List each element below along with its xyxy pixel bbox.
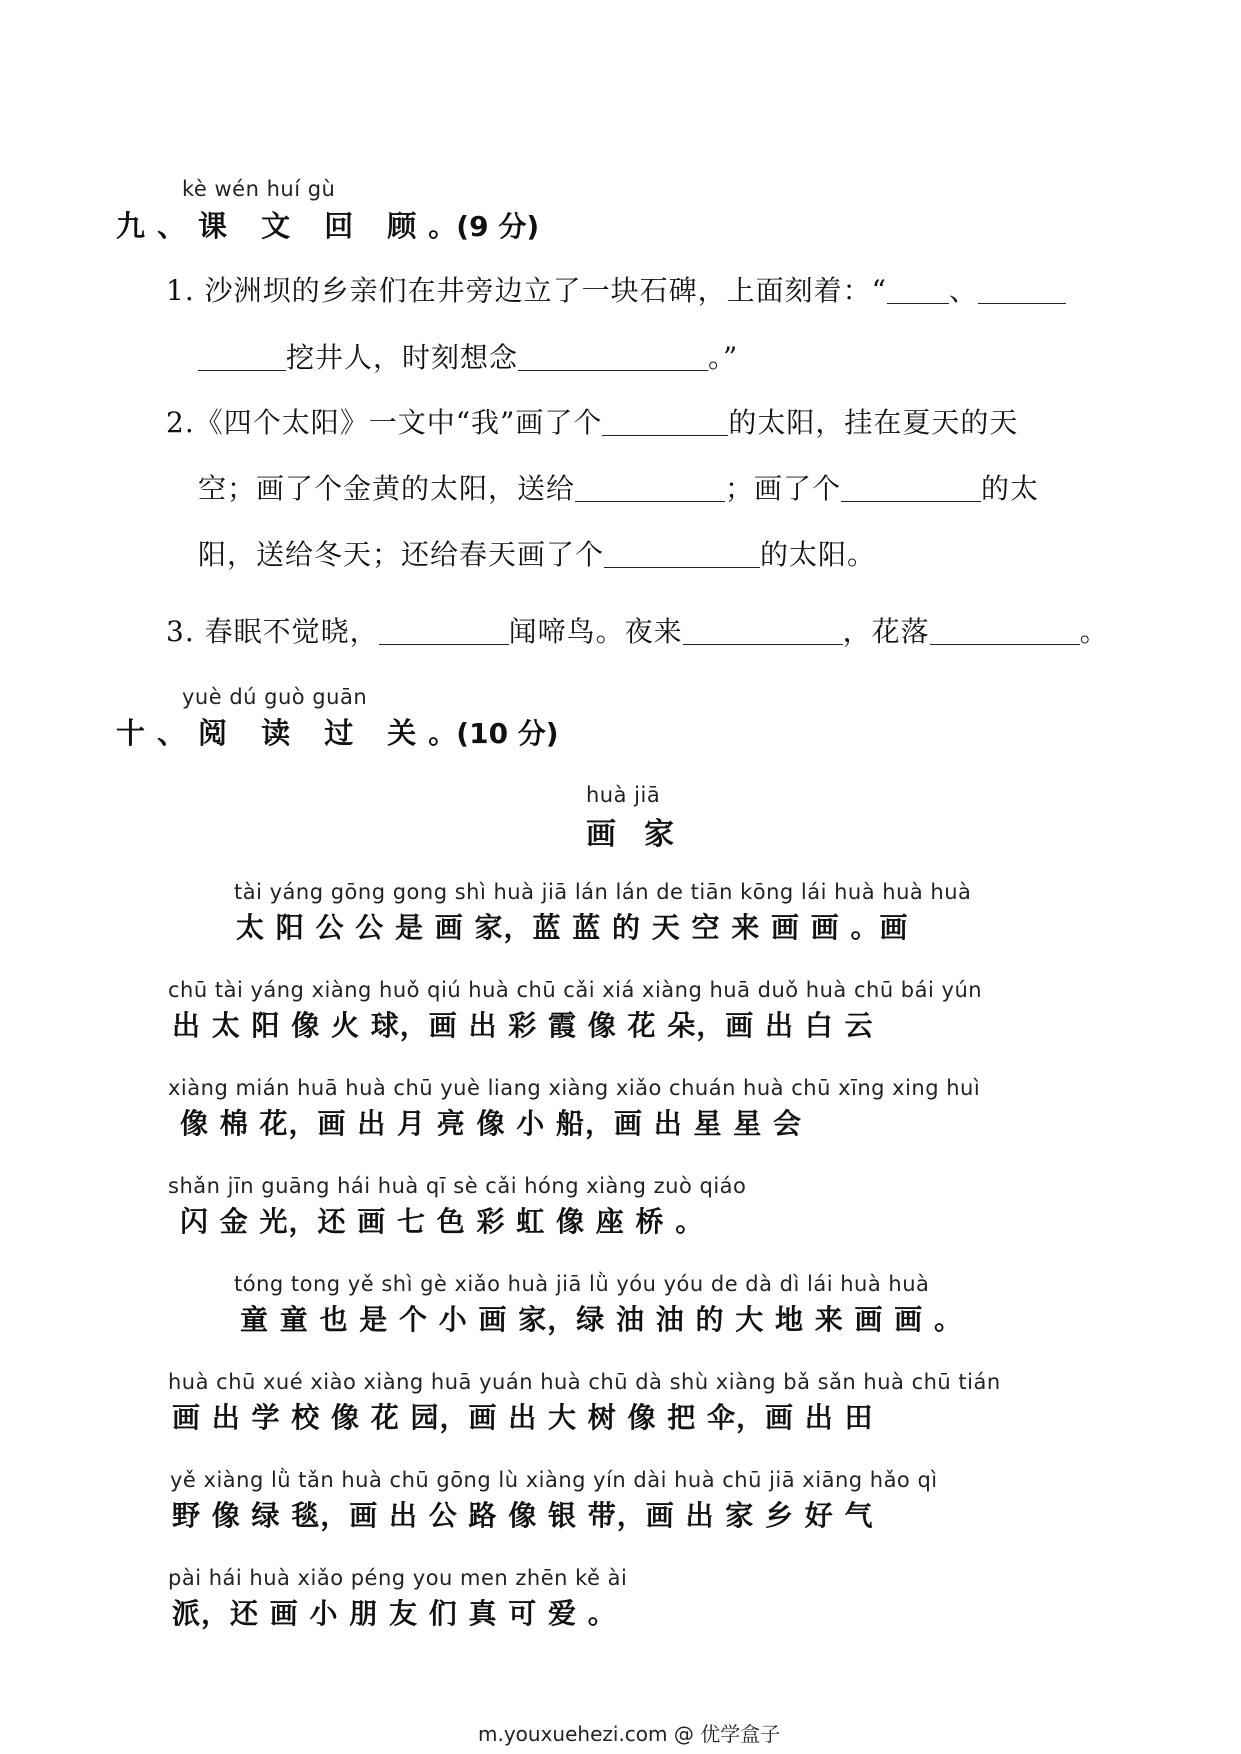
poem-line-1-pinyin: tài yáng gōng gong shì huà jiā lán lán de tiān kōng lái huà huà huà [234, 880, 972, 904]
footer-watermark: m.youxuehezi.com @ 优学盒子 [478, 1722, 781, 1746]
poem-title: 画家 [586, 817, 702, 852]
section9-title: 九、课 文 回 顾 [116, 209, 429, 243]
section9-heading [116, 204, 539, 245]
question-1-line-1 [166, 271, 1066, 311]
question-1-end: 。” [708, 341, 739, 374]
answer-blank[interactable] [841, 471, 981, 502]
poem-line-3-pinyin: xiàng mián huā huà chū yuè liang xiàng xiǎo chuán huà chū xīng xing huì [168, 1076, 981, 1100]
poem-line-7-pinyin: yě xiàng lǜ tǎn huà chū gōng lù xiàng yín dài huà chū jiā xiāng hǎo qì [170, 1468, 938, 1492]
answer-blank[interactable] [604, 537, 760, 568]
question-1-line-2 [198, 338, 738, 378]
answer-blank[interactable] [198, 340, 286, 371]
section10-heading [116, 711, 559, 752]
question-2-text-b: 的太阳，挂在夏天的天 [728, 406, 1019, 439]
poem-line-4-pinyin: shǎn jīn guāng hái huà qī sè cǎi hóng xiàng zuò qiáo [168, 1174, 747, 1198]
question-2-text-d: ；画了个 [725, 472, 842, 505]
question-2-text-g: 的太阳。 [760, 538, 877, 571]
question-3-text-c: ，花落 [842, 615, 930, 648]
question-1-text-a: 1. 沙洲坝的乡亲们在井旁边立了一块石碑，上面刻着：“ [166, 274, 887, 307]
poem-line-3-text: 像 棉 花，画 出 月 亮 像 小 船，画 出 星 星 会 [180, 1107, 802, 1140]
question-2-line-3 [198, 535, 876, 575]
answer-blank[interactable] [602, 405, 728, 436]
poem-line-4-text: 闪 金 光，还 画 七 色 彩 虹 像 座 桥 。 [180, 1205, 705, 1238]
answer-blank[interactable] [575, 471, 725, 502]
question-1-text-b: 挖井人，时刻想念 [286, 341, 519, 374]
question-3-text-b: 闻啼鸟。夜来 [508, 615, 683, 648]
question-3-line [166, 612, 1109, 652]
section9-score: 。(9 分) [428, 210, 540, 243]
question-1-mark: 、 [948, 274, 978, 307]
poem-line-6-pinyin: huà chū xué xiào xiàng huā yuán huà chū dà shù xiàng bǎ sǎn huà chū tián [168, 1370, 1001, 1394]
answer-blank[interactable] [978, 273, 1066, 304]
question-3-text-d: 。 [1079, 615, 1109, 648]
question-2-text-f: 阳，送给冬天；还给春天画了个 [198, 538, 605, 571]
poem-line-6-text: 画 出 学 校 像 花 园，画 出 大 树 像 把 伞，画 出 田 [172, 1401, 874, 1434]
answer-blank[interactable] [518, 340, 708, 371]
poem-line-2-text: 出 太 阳 像 火 球，画 出 彩 霞 像 花 朵，画 出 白 云 [172, 1009, 874, 1042]
poem-line-5-text: 童 童 也 是 个 小 画 家，绿 油 油 的 大 地 来 画 画 。 [240, 1303, 963, 1336]
poem-line-8-pinyin: pài hái huà xiǎo péng you men zhēn kě ài [168, 1566, 628, 1590]
poem-line-7-text: 野 像 绿 毯，画 出 公 路 像 银 带，画 出 家 乡 好 气 [172, 1499, 874, 1532]
question-2-line-1 [166, 403, 1018, 443]
question-2-text-a: 2.《四个太阳》一文中“我”画了个 [166, 406, 603, 439]
answer-blank[interactable] [683, 614, 843, 645]
section9-pinyin: kè wén huí gù [182, 177, 336, 201]
question-3-text-a: 3. 春眠不觉晓， [166, 615, 379, 648]
poem-line-2-pinyin: chū tài yáng xiàng huǒ qiú huà chū cǎi xiá xiàng huā duǒ huà chū bái yún [168, 978, 983, 1002]
question-2-text-e: 的太 [981, 472, 1040, 505]
poem-line-8-text: 派，还 画 小 朋 友 们 真 可 爱 。 [172, 1597, 617, 1630]
section10-pinyin: yuè dú guò guān [182, 685, 368, 709]
question-2-line-2 [198, 469, 1039, 509]
answer-blank[interactable] [887, 273, 949, 304]
section10-score: 。(10 分) [428, 717, 559, 750]
section10-title: 十、阅 读 过 关 [116, 716, 429, 750]
answer-blank[interactable] [379, 614, 509, 645]
answer-blank[interactable] [930, 614, 1080, 645]
poem-title-pinyin: huà jiā [586, 783, 661, 807]
poem-line-5-pinyin: tóng tong yě shì gè xiǎo huà jiā lǜ yóu yóu de dà dì lái huà huà [234, 1272, 930, 1296]
poem-line-1-text: 太 阳 公 公 是 画 家，蓝 蓝 的 天 空 来 画 画 。画 [236, 911, 909, 944]
question-2-text-c: 空；画了个金黄的太阳，送给 [198, 472, 576, 505]
